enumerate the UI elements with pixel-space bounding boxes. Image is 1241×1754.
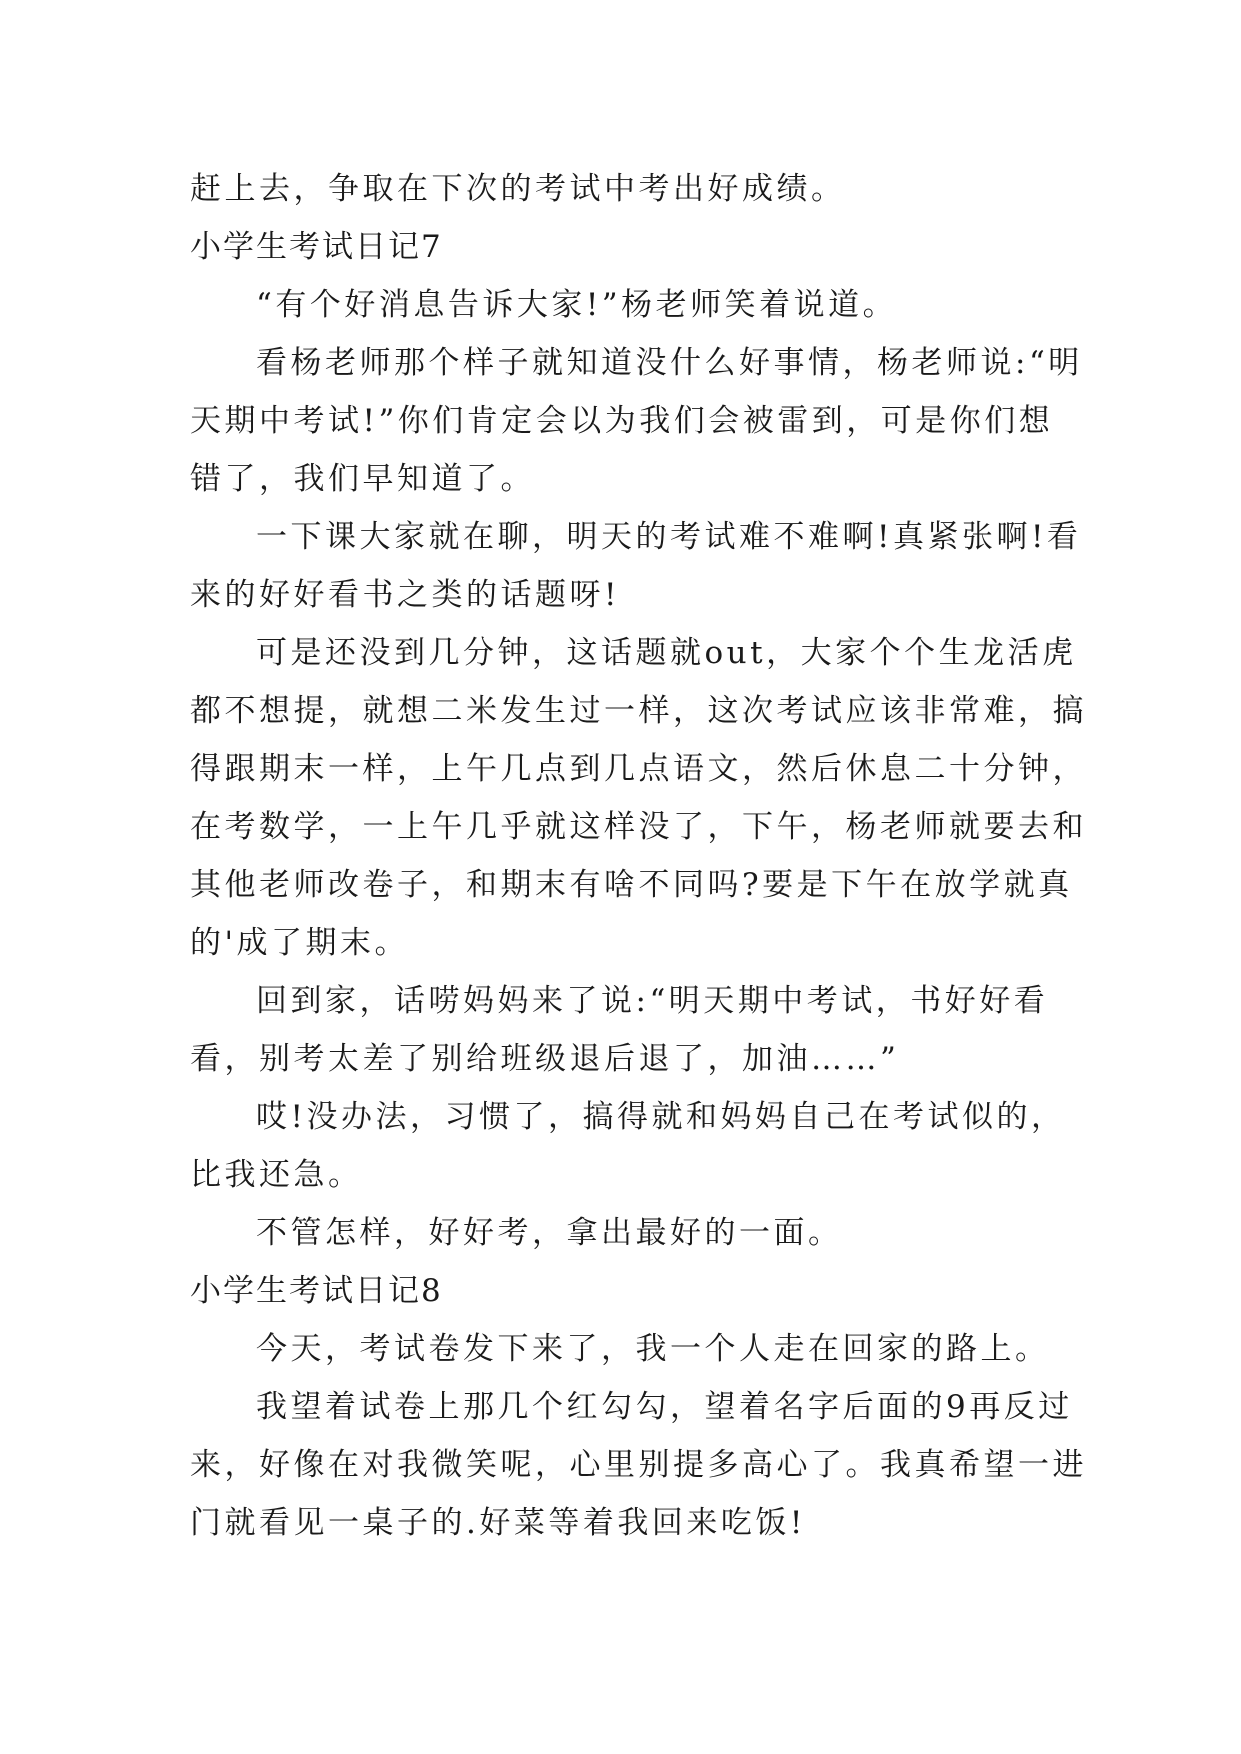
text-line: 看，别考太差了别给班级退后退了，加油……” — [190, 1041, 900, 1077]
text-line: 的'成了期末。 — [190, 925, 410, 961]
text-line: 来的好好看书之类的话题呀! — [190, 577, 620, 613]
paragraph-first-line: 今天，考试卷发下来了，我一个人走在回家的路上。 — [256, 1331, 1050, 1367]
text-line: 其他老师改卷子，和期末有啥不同吗?要是下午在放学就真 — [190, 867, 1073, 903]
text-line: 门就看见一桌子的.好菜等着我回来吃饭! — [190, 1505, 806, 1541]
paragraph-first-line: 我望着试卷上那几个红勾勾，望着名字后面的9再反过 — [256, 1389, 1073, 1425]
paragraph-first-line: 看杨老师那个样子就知道没什么好事情，杨老师说:“明 — [256, 345, 1083, 381]
paragraph-first-line: “有个好消息告诉大家!”杨老师笑着说道。 — [256, 287, 898, 323]
section-heading: 小学生考试日记7 — [190, 229, 443, 265]
text-line: 天期中考试!”你们肯定会以为我们会被雷到，可是你们想 — [190, 403, 1054, 439]
paragraph-first-line: 回到家，话唠妈妈来了说:“明天期中考试，书好好看 — [256, 983, 1049, 1019]
text-line: 都不想提，就想二米发生过一样，这次考试应该非常难，搞 — [190, 693, 1087, 729]
paragraph-first-line: 可是还没到几分钟，这话题就out，大家个个生龙活虎 — [256, 635, 1077, 671]
text-line: 得跟期末一样，上午几点到几点语文，然后休息二十分钟， — [190, 751, 1087, 787]
text-line: 错了，我们早知道了。 — [190, 461, 535, 497]
document-body — [190, 160, 1087, 1552]
text-line: 在考数学，一上午几乎就这样没了，下午，杨老师就要去和 — [190, 809, 1087, 845]
paragraph-first-line: 哎!没办法，习惯了，搞得就和妈妈自己在考试似的， — [256, 1099, 1066, 1135]
paragraph-first-line: 不管怎样，好好考，拿出最好的一面。 — [256, 1215, 843, 1251]
text-line: 比我还急。 — [190, 1157, 363, 1193]
paragraph-first-line: 一下课大家就在聊，明天的考试难不难啊!真紧张啊!看 — [256, 519, 1082, 555]
text-line: 赶上去，争取在下次的考试中考出好成绩。 — [190, 171, 846, 207]
text-line: 来，好像在对我微笑呢，心里别提多高心了。我真希望一进 — [190, 1447, 1087, 1483]
section-heading: 小学生考试日记8 — [190, 1273, 443, 1309]
